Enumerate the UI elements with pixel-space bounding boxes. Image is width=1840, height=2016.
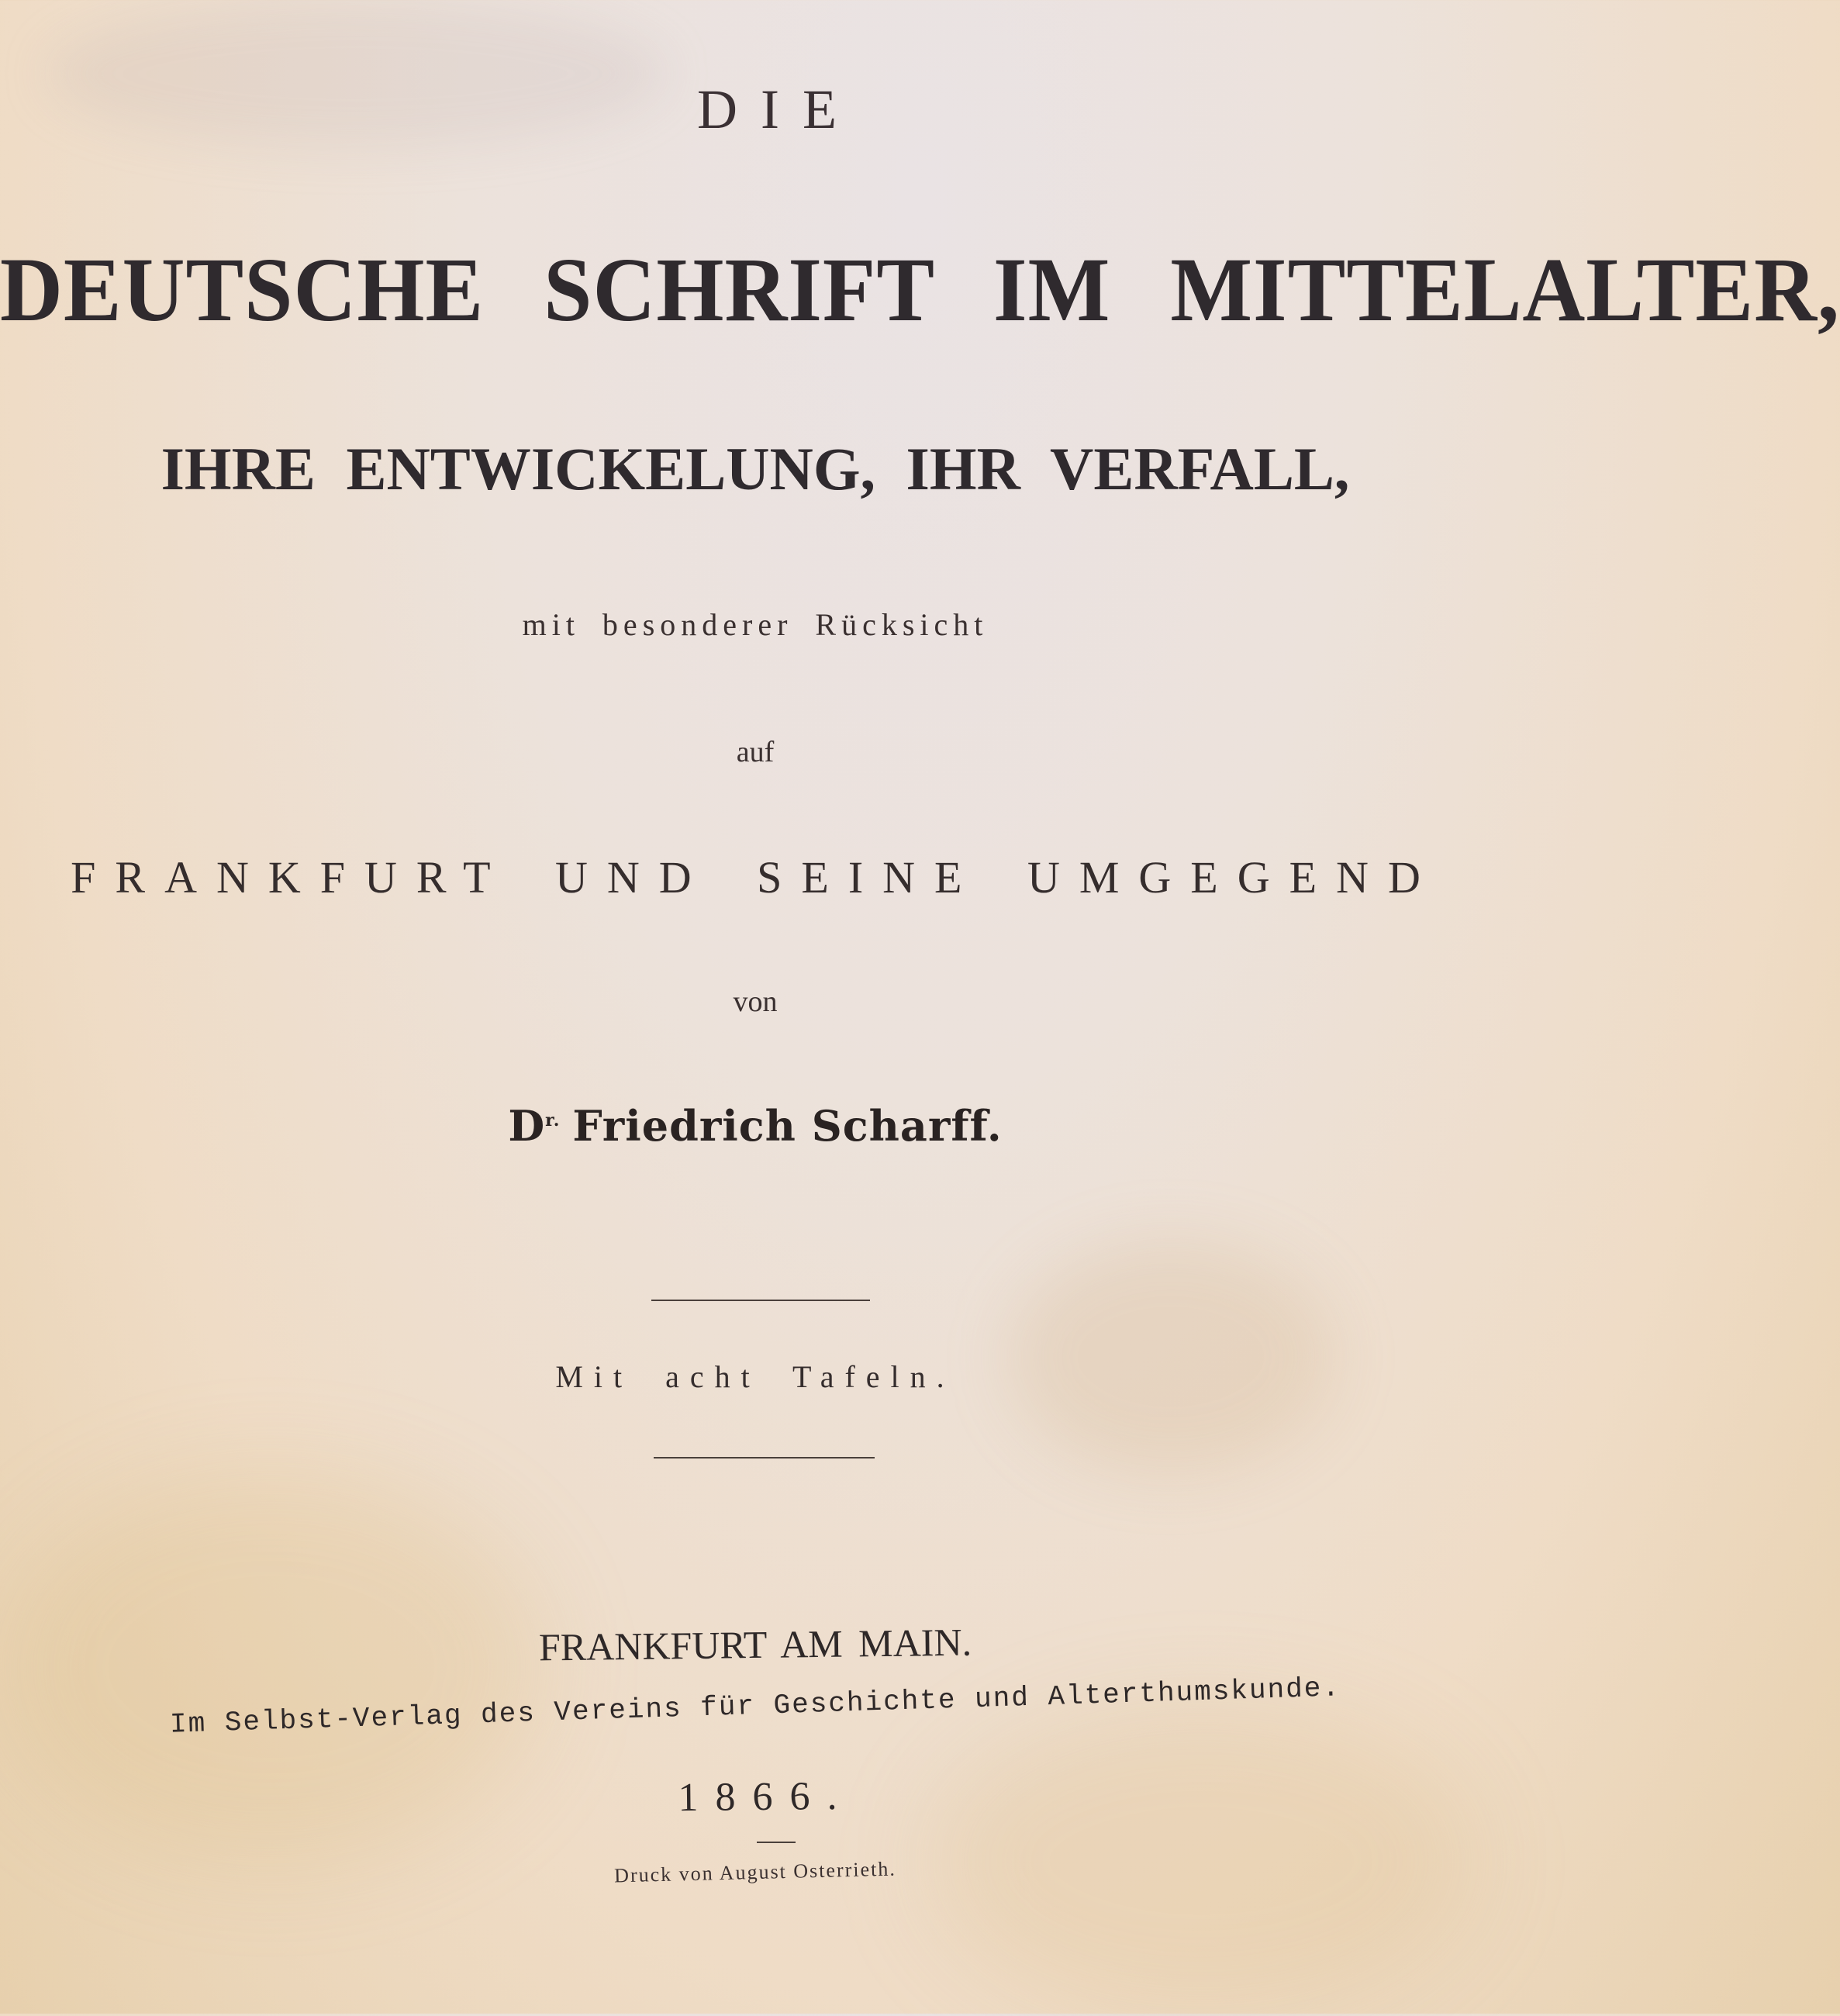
book-subtitle: IHRE ENTWICKELUNG, IHR VERFALL, xyxy=(161,435,1350,502)
divider-rule xyxy=(757,1842,796,1843)
subject-region: FRANKFURT UND SEINE UMGEGEND xyxy=(71,852,1440,903)
printer-credit: Druck von August Osterrieth. xyxy=(613,1857,897,1887)
divider-rule xyxy=(654,1457,875,1458)
book-title: DEUTSCHE SCHRIFT IM MITTELALTER, xyxy=(0,239,1840,341)
subtitle-preposition: auf xyxy=(736,736,775,768)
paper-stain xyxy=(1008,1241,1334,1473)
publisher: Im Selbst-Verlag des Vereins für Geschichte und Alterthumskunde. xyxy=(169,1672,1341,1741)
divider-rule xyxy=(651,1300,870,1301)
publication-city: FRANKFURT AM MAIN. xyxy=(538,1620,972,1669)
plates-note: Mit acht Tafeln. xyxy=(555,1359,955,1394)
author-by: von xyxy=(733,986,778,1018)
author-prefix-superscript: r. xyxy=(545,1110,561,1131)
author-prefix: D xyxy=(508,1101,546,1151)
author-name: Friedrich Scharff. xyxy=(572,1101,1003,1151)
publication-year: 1866. xyxy=(678,1773,854,1821)
subtitle-phrase: mit besonderer Rücksicht xyxy=(522,607,989,642)
title-article: DIE xyxy=(697,78,860,140)
author-line xyxy=(0,1101,1510,1151)
